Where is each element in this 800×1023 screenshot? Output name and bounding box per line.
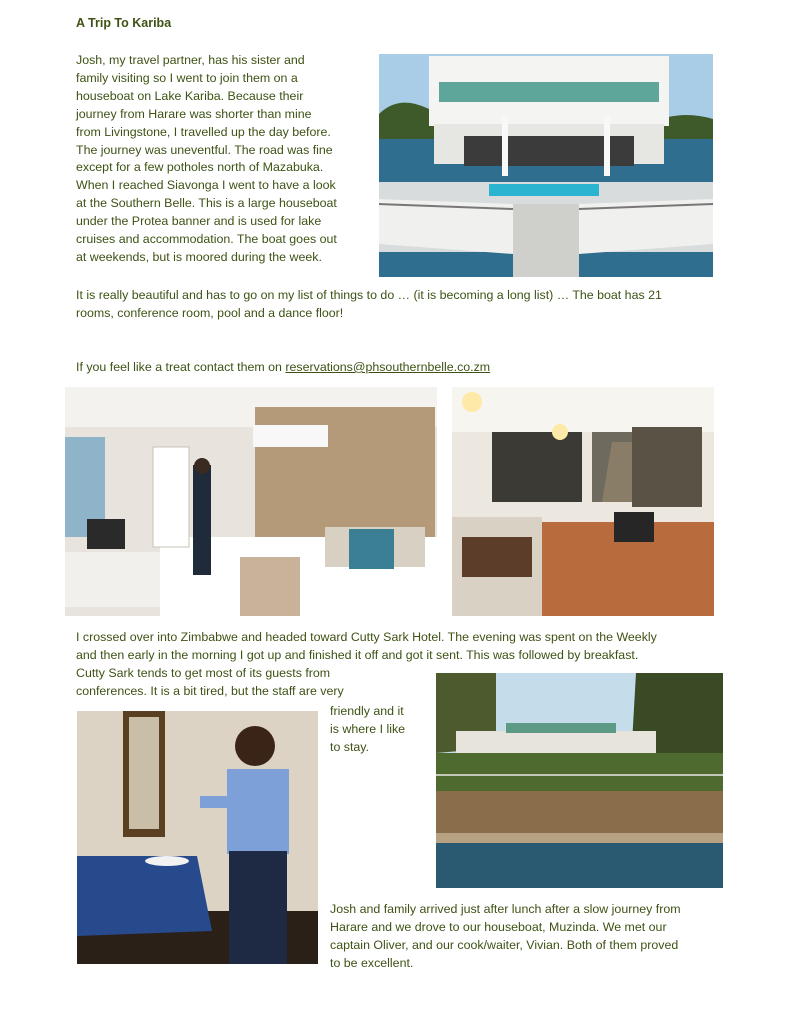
contact-line	[76, 341, 676, 377]
intro-paragraph: Josh, my travel partner, has his sister and family visiting so I went to join them on a houseboat on Lake Kariba. Because their journey from Harare was shorter than mine from Livingstone, I travelled up the day before. The journey was uneventful. The road was fine except for a few potholes north of Mazabuka. When I reached Siavonga I went to have a look at the Southern Belle. This is a large houseboat under the Protea banner and is used for lake cruises and accommodation. The boat goes out at weekends, but is moored during the week.	[76, 53, 337, 264]
hotel-pool-photo	[436, 673, 723, 888]
arrival-paragraph: Josh and family arrived just after lunch after a slow journey from Harare and we drove to our houseboat, Muzinda. We met our captain Oliver, and our cook/waiter, Vivian. Both of them proved to be excellent.	[330, 902, 681, 970]
beautiful-paragraph: It is really beautiful and has to go on my list of things to do … (it is becoming a long list) … The boat has 21 rooms, conference room, pool and a dance floor!	[76, 288, 662, 320]
lounge-photo	[452, 387, 714, 616]
staff-member-photo	[77, 711, 318, 964]
contact-prefix: If you feel like a treat contact them on	[76, 359, 286, 374]
houseboat-photo	[379, 54, 713, 277]
page-title: A Trip To Kariba	[76, 16, 172, 30]
cutty-sark-paragraph: I crossed over into Zimbabwe and headed toward Cutty Sark Hotel. The evening was spent on the Weekly and then early in the morning I got up and finished it off and got it sent. This was followed by breakfast. Cutty Sark tends to get most of its guests from conferences. It is a bit tired, but the staff are very	[76, 630, 657, 698]
reservations-email-link[interactable]: reservations@phsouthernbelle.co.zm	[285, 359, 491, 374]
staff-continuation-text: friendly and it is where I like to stay.	[330, 704, 406, 754]
bedroom-photo	[65, 387, 437, 616]
